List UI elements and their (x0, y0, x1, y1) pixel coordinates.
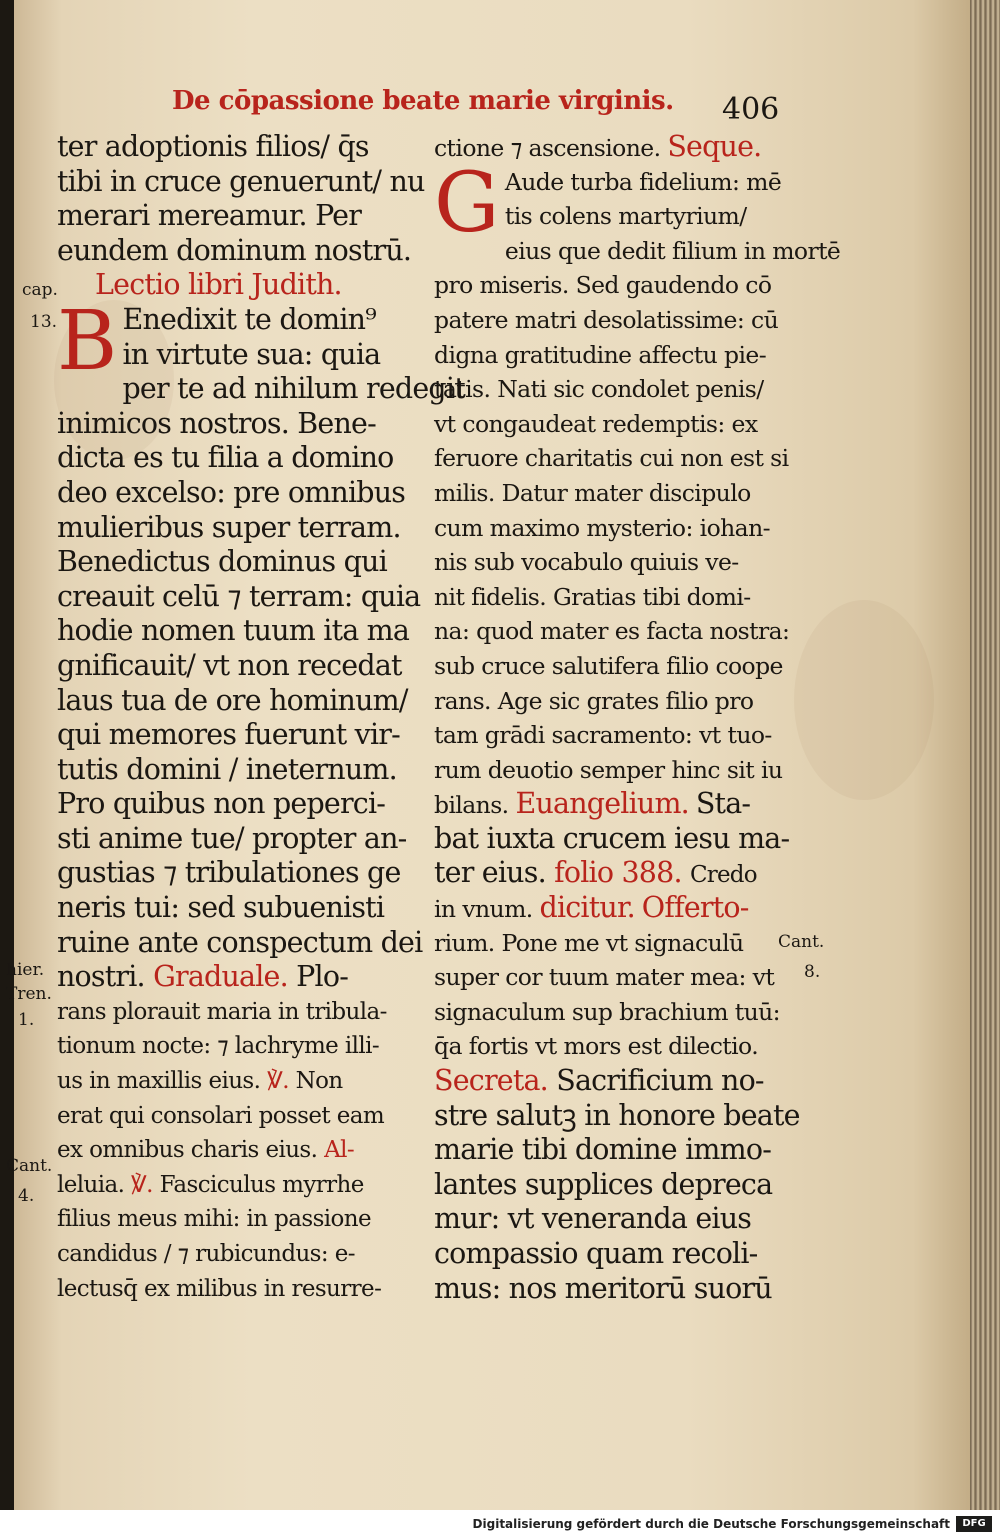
text-line: hodie nomen tuum ita ma (57, 614, 410, 648)
text-line (57, 1064, 419, 1099)
text-segment: ctione ⁊ ascensione. (434, 134, 661, 162)
text-line: laus tua de ore hominum/ (57, 683, 408, 717)
text-line: q̄a fortis vt mors est dilectio. (434, 1032, 759, 1061)
margin-note-tren: Tren. (6, 984, 52, 1004)
text-line: feruore charitatis cui non est si (434, 444, 789, 473)
versicle-mark: ℣. (131, 1171, 153, 1198)
text-line: gnificauit/ vt non recedat (57, 648, 402, 682)
offertorium-heading: Offerto- (641, 891, 749, 925)
margin-note-cant-left-number: 4. (18, 1186, 35, 1206)
margin-note-cap: cap. (22, 280, 58, 300)
text-line: rum deuotio semper hinc sit iu (434, 755, 783, 784)
page-edges (970, 0, 1000, 1510)
text-segment: us in maxillis eius. (57, 1068, 261, 1095)
dicitur-line (434, 891, 790, 926)
text-line: nis sub vocabulo quiuis ve- (434, 548, 739, 577)
margin-note-hier: hier. (6, 960, 45, 980)
secreta-line (434, 1064, 790, 1099)
dfg-logo: DFG (956, 1516, 992, 1532)
margin-note-cant-right-number: 8. (804, 962, 821, 982)
left-column (57, 130, 465, 1306)
text-line: rans. Age sic grates filio pro (434, 686, 754, 715)
text-line: sub cruce salutifera filio coope (434, 651, 783, 680)
text-line: compassio quam recoli- (434, 1237, 758, 1270)
text-line: ter adoptionis filios/ q̄s (57, 130, 369, 163)
lectio-heading: Lectio libri Judith. (95, 268, 342, 302)
text-segment: Fasciculus myrrhe (159, 1171, 364, 1198)
text-line: tibi in cruce genuerunt/ nu (57, 164, 425, 198)
footer-bar (0, 1510, 1000, 1538)
text-line: eius que dedit filium in mortē (504, 236, 841, 265)
text-segment: Plo- (296, 960, 349, 994)
evangelium-line (434, 787, 790, 822)
text-line: gustias ⁊ tribulationes ge (57, 856, 401, 890)
text-line: dicta es tu filia a domino (57, 441, 394, 475)
funding-credit: Digitalisierung gefördert durch die Deutsche Forschungsgemeinschaft (472, 1517, 950, 1531)
text-segment: ter eius. (434, 856, 546, 890)
folio-reference: folio 388. (554, 856, 682, 890)
text-line: merari mereamur. Per (57, 199, 362, 233)
text-line: rium. Pone me vt signaculū (434, 928, 744, 957)
text-line: cum maximo mysterio: iohan- (434, 513, 770, 542)
dicitur-heading: dicitur. (539, 891, 635, 925)
margin-note-cant-left: Cant. (6, 1156, 53, 1176)
text-line: signaculum sup brachium tuū: (434, 997, 780, 1026)
text-segment: Sta- (695, 787, 751, 821)
text-line: tis colens martyrium/ (504, 202, 747, 231)
text-segment: Credo (689, 862, 757, 889)
text-line: super cor tuum mater mea: vt (434, 963, 775, 992)
alleluia-mark: Al- (324, 1137, 354, 1164)
text-line: creauit celū ⁊ terram: quia (57, 579, 421, 613)
text-line: sti anime tue/ propter an- (57, 821, 407, 855)
book-binding-edge (0, 0, 14, 1510)
margin-note-tren-number: 1. (18, 1010, 35, 1030)
text-segment: nostri. (57, 960, 145, 994)
text-line: mur: vt veneranda eius (434, 1202, 752, 1236)
text-line: qui memores fuerunt vir- (57, 718, 400, 752)
text-line: pro miseris. Sed gaudendo cō (434, 271, 772, 300)
versicle-mark: ℣. (267, 1068, 289, 1095)
text-line: patere matri desolatissime: cū (434, 305, 779, 334)
text-line: candidus / ⁊ rubicundus: e- (57, 1241, 355, 1267)
text-line: vt congaudeat redemptis: ex (434, 409, 758, 438)
graduale-text (57, 995, 419, 1306)
text-line: bat iuxta crucem iesu ma- (434, 821, 790, 855)
text-line: tutis domini / ineternum. (57, 752, 397, 786)
text-line: digna gratitudine affectu pie- (434, 340, 767, 369)
dropcap-initial: G (434, 155, 499, 251)
text-line: tam grādi sacramento: vt tuo- (434, 721, 772, 750)
page-title: De cōpassione beate marie virginis. (172, 86, 674, 116)
text-line: lectusq̄ ex milibus in resurre- (57, 1275, 382, 1302)
margin-note-cant-right: Cant. (778, 932, 825, 952)
text-line: Benedictus dominus qui (57, 545, 387, 579)
text-line: eundem dominum nostrū. (57, 233, 412, 267)
text-segment: Sacrificium no- (556, 1064, 764, 1098)
dropcap-paragraph (57, 293, 419, 389)
text-line: nit fidelis. Gratias tibi domi- (434, 582, 751, 611)
text-line: lantes supplices depreca (434, 1167, 773, 1201)
text-line: ruine ante conspectum dei (57, 925, 423, 959)
paper-stain (794, 600, 934, 800)
text-line (57, 1133, 419, 1168)
text-line: stre salutꝫ in honore beate (434, 1098, 800, 1132)
graduale-heading: Graduale. (153, 960, 288, 994)
text-line: tatis. Nati sic condolet penis/ (434, 375, 764, 404)
text-line: Pro quibus non peperci- (57, 787, 386, 821)
text-line: erat qui consolari posset eam (57, 1102, 385, 1129)
text-segment: Non (295, 1068, 343, 1095)
margin-note-cap-number: 13. (30, 312, 58, 332)
text-line: milis. Datur mater discipulo (434, 478, 751, 507)
text-line: in virtute sua: quia (122, 337, 381, 371)
dropcap-initial: B (57, 293, 117, 389)
text-line: mulieribus super terram. (57, 510, 401, 544)
text-segment: ex omnibus charis eius. (57, 1137, 318, 1164)
text-line: Enedixit te domin⁹ (122, 302, 376, 336)
text-line: mus: nos meritorū suorū (434, 1271, 772, 1305)
text-line: tionum nocte: ⁊ lachryme illi- (57, 1033, 380, 1060)
graduale-line (57, 960, 419, 995)
text-line: na: quod mater es facta nostra: (434, 617, 790, 646)
text-line: rans plorauit maria in tribula- (57, 998, 387, 1025)
evangelium-heading: Euangelium. (515, 787, 689, 821)
sequence-heading: Seque. (667, 130, 762, 163)
dropcap-paragraph (434, 155, 790, 251)
text-line (434, 130, 790, 165)
page-number: 406 (722, 92, 780, 127)
secreta-heading: Secreta. (434, 1064, 548, 1098)
text-segment: leluia. (57, 1171, 125, 1198)
text-line: filius meus mihi: in passione (57, 1206, 372, 1233)
text-line: neris tui: sed subuenisti (57, 891, 385, 925)
text-line: marie tibi domine immo- (434, 1133, 772, 1167)
text-line (57, 1168, 419, 1203)
text-segment: in vnum. (434, 895, 533, 924)
text-line: deo excelso: pre omnibus (57, 475, 406, 509)
folio-line (434, 856, 790, 891)
text-line: Aude turba fidelium: mē (504, 167, 782, 196)
text-segment: bilans. (434, 791, 509, 820)
text-line: per te ad nihilum redegit (122, 372, 465, 406)
text-line: inimicos nostros. Bene- (57, 406, 376, 440)
